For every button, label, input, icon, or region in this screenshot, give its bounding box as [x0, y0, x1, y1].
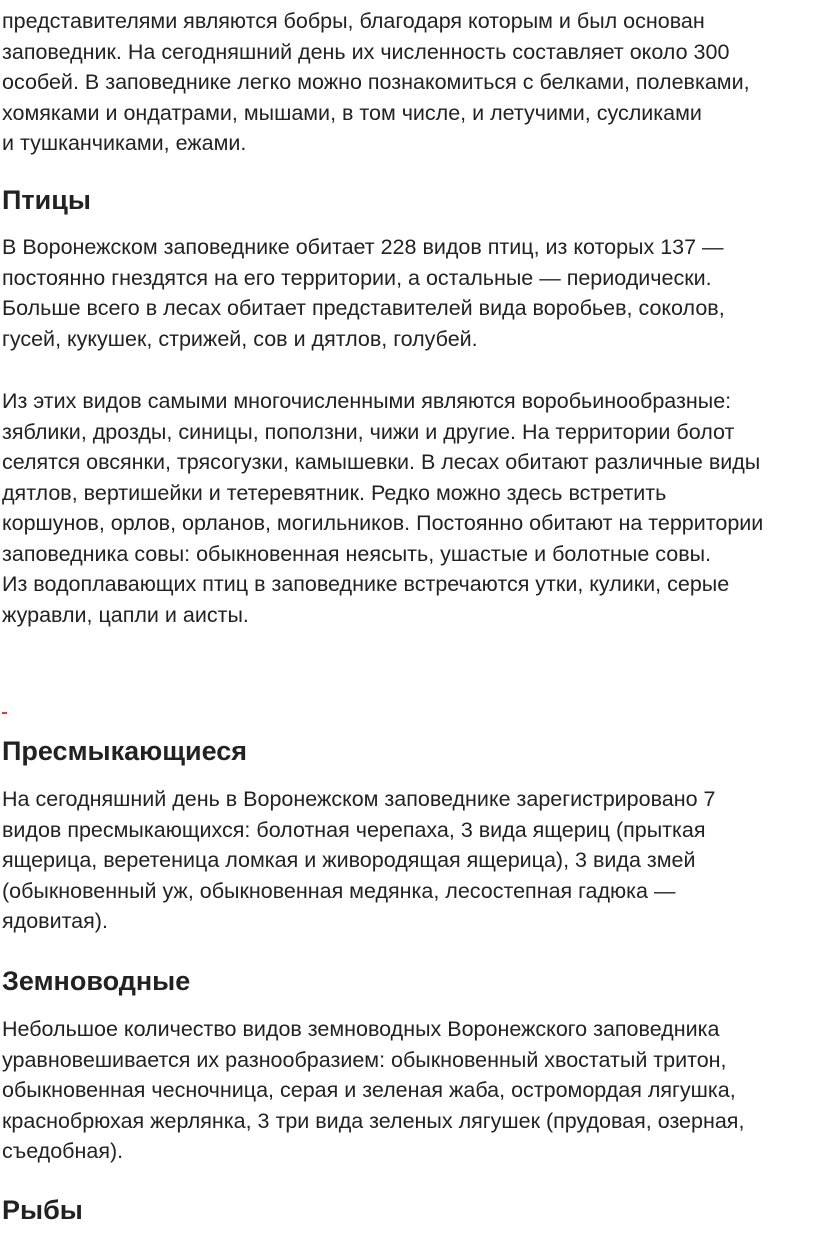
- reptiles-heading: Пресмыкающиеся: [2, 736, 248, 766]
- text-line: ядовитая).: [2, 909, 108, 933]
- text-line: краснобрюхая жерлянка, 3 три вида зеленых лягушек (прудовая, озерная,: [2, 1108, 745, 1133]
- text-line: коршунов, орлов, орланов, могильников. Постоянно обитают на территории: [2, 511, 764, 535]
- amphibians-heading: Земноводные: [2, 966, 191, 996]
- text-line: Больше всего в лесах обитает представителей вида воробьев, соколов,: [2, 296, 725, 320]
- text-line: Из этих видов самыми многочисленными являются воробьинообразные:: [2, 389, 732, 413]
- text-line: ящерица, веретеница ломкая и живородящая ящерица), 3 вида змей: [2, 848, 696, 872]
- birds-paragraph-2: [2, 386, 763, 630]
- text-line: видов пресмыкающихся: болотная черепаха, 3 вида ящериц (прыткая: [2, 817, 706, 842]
- text-line: гусей, кукушек, стрижей, сов и дятлов, голубей.: [2, 326, 478, 351]
- text-line: постоянно гнездятся на его территории, а остальные — периодически.: [2, 265, 712, 290]
- text-line: заповедник. На сегодняшний день их численность составляет около 300: [2, 39, 730, 64]
- birds-paragraph-1: [2, 232, 725, 354]
- birds-heading: Птицы: [2, 185, 91, 215]
- text-line: особей. В заповеднике легко можно познакомиться с белками, полевками,: [2, 70, 750, 94]
- text-line: журавли, цапли и аисты.: [2, 602, 249, 627]
- text-line: заповедника совы: обыкновенная неясыть, ушастые и болотные совы.: [2, 541, 712, 566]
- text-line: (обыкновенный уж, обыкновенная медянка, лесостепная гадюка —: [2, 878, 676, 903]
- text-line: Небольшое количество видов земноводных Воронежского заповедника: [2, 1017, 720, 1041]
- reptiles-paragraph: [2, 784, 715, 937]
- text-line: дятлов, вертишейки и тетеревятник. Редко можно здесь встретить: [2, 480, 667, 505]
- text-line: зяблики, дрозды, синицы, поползни, чижи и другие. На территории болот: [2, 419, 735, 444]
- text-line: селятся овсянки, трясогузки, камышевки. В лесах обитают различные виды: [2, 450, 761, 474]
- text-line: обыкновенная чесночница, серая и зеленая жаба, остромордая лягушка,: [2, 1078, 736, 1102]
- text-line: Из водоплавающих птиц в заповеднике встречаются утки, кулики, серые: [2, 572, 730, 596]
- text-line: уравновешивается их разнообразием: обыкновенный хвостатый тритон,: [2, 1047, 727, 1072]
- text-line: и тушканчиками, ежами.: [2, 131, 247, 155]
- text-line: В Воронежском заповеднике обитает 228 видов птиц, из которых 137 —: [2, 235, 724, 259]
- fish-heading: Рыбы: [2, 1195, 83, 1225]
- text-line: На сегодняшний день в Воронежском заповеднике зарегистрировано 7: [2, 787, 716, 811]
- red-marker: [2, 712, 7, 714]
- text-line: представителями являются бобры, благодаря которым и был основан: [2, 9, 705, 33]
- intro-paragraph: [2, 6, 750, 159]
- text-line: хомяками и ондатрами, мышами, в том числе, и летучими, сусликами: [2, 100, 702, 125]
- text-line: съедобная).: [2, 1139, 124, 1163]
- amphibians-paragraph: [2, 1014, 744, 1167]
